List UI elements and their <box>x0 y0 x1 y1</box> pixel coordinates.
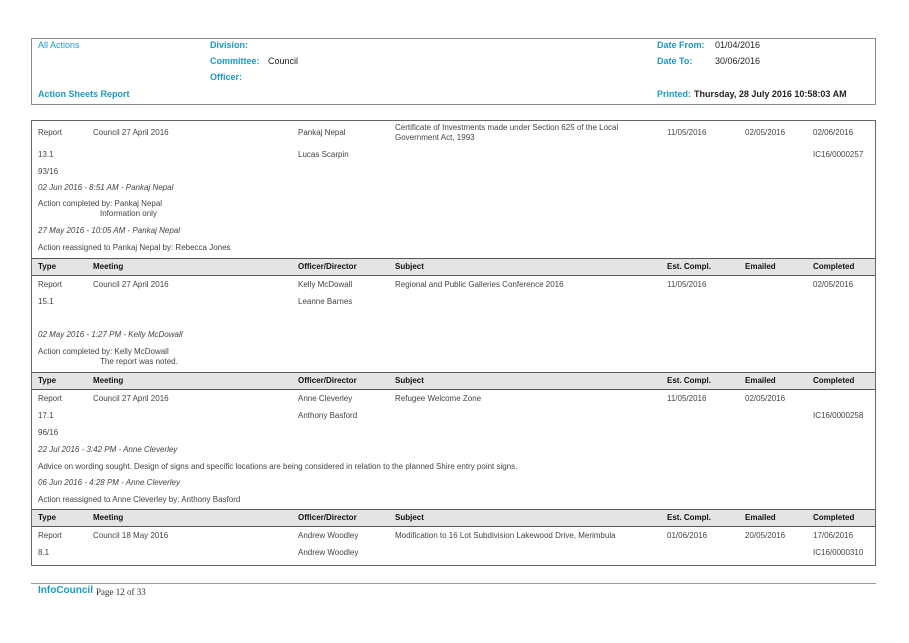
officer-cell: Pankaj Nepal <box>298 128 346 137</box>
date-from-value: 01/04/2016 <box>715 40 761 50</box>
col-type: Type <box>38 513 57 522</box>
printed-value: Thursday, 28 July 2016 10:58:03 AM <box>694 89 847 99</box>
col-type: Type <box>38 262 57 271</box>
completed-cell: 02/06/2016 <box>813 128 854 137</box>
item-number: 15.1 <box>38 297 54 306</box>
subject-cell: Certificate of Investments made under Section 625 of the Local Government Act, 1993 <box>395 123 619 142</box>
date-to-value: 30/06/2016 <box>715 56 761 66</box>
completed-cell: 17/06/2016 <box>813 531 854 540</box>
note-text: Action reassigned to Pankaj Nepal by: Rebecca Jones <box>38 243 231 252</box>
type-cell: Report <box>38 280 63 289</box>
date-to-label: Date To: <box>657 56 693 66</box>
note-text: Action reassigned to Anne Cleverley by: Anthony Basford <box>38 495 241 504</box>
item-number: 8.1 <box>38 548 50 557</box>
col-est-compl: Est. Compl. <box>667 376 712 385</box>
col-type: Type <box>38 376 57 385</box>
est-compl-cell: 11/05/2016 <box>667 128 707 137</box>
note-detail: The report was noted. <box>100 357 178 366</box>
note-detail: Information only <box>100 209 157 218</box>
officer-cell: Kelly McDowall <box>298 280 353 289</box>
col-meeting: Meeting <box>93 513 124 522</box>
officer-label: Officer: <box>210 72 243 82</box>
emailed-cell: 20/05/2016 <box>745 531 786 540</box>
note-timestamp: 02 May 2016 - 1:27 PM - Kelly McDowall <box>38 330 183 339</box>
resolution-ref: 96/16 <box>38 428 59 437</box>
footer-divider <box>31 583 876 584</box>
note-text: Action completed by: Kelly McDowall <box>38 347 169 356</box>
resolution-ref: 93/16 <box>38 167 59 176</box>
note-timestamp: 27 May 2016 - 10:05 AM - Pankaj Nepal <box>38 226 181 235</box>
item-number: 13.1 <box>38 150 54 159</box>
director-cell: Leanne Barnes <box>298 297 353 306</box>
col-est-compl: Est. Compl. <box>667 513 712 522</box>
action-sheets-table <box>31 120 876 566</box>
document-ref: IC16/0000310 <box>813 548 864 557</box>
page-number: Page 12 of 33 <box>96 587 146 597</box>
note-timestamp: 02 Jun 2016 - 8:51 AM - Pankaj Nepal <box>38 183 174 192</box>
col-emailed: Emailed <box>745 513 776 522</box>
est-compl-cell: 11/05/2016 <box>667 394 707 403</box>
meeting-cell: Council 18 May 2016 <box>93 531 169 540</box>
officer-cell: Andrew Woodley <box>298 531 359 540</box>
report-header <box>31 38 876 105</box>
emailed-cell: 02/05/2016 <box>745 128 786 137</box>
type-cell: Report <box>38 531 63 540</box>
meeting-cell: Council 27 April 2016 <box>93 280 169 289</box>
subject-cell: Regional and Public Galleries Conference 2016 <box>395 280 564 289</box>
note-timestamp: 22 Jul 2016 - 3:42 PM - Anne Cleverley <box>38 445 178 454</box>
type-cell: Report <box>38 394 63 403</box>
infocouncil-logo: InfoCouncil <box>38 585 93 596</box>
col-completed: Completed <box>813 376 855 385</box>
subject-cell: Refugee Welcome Zone <box>395 394 482 403</box>
est-compl-cell: 11/05/2016 <box>667 280 707 289</box>
division-label: Division: <box>210 40 249 50</box>
note-text: Action completed by: Pankaj Nepal <box>38 199 163 208</box>
col-est-compl: Est. Compl. <box>667 262 712 271</box>
director-cell: Andrew Woodley <box>298 548 359 557</box>
item-number: 17.1 <box>38 411 54 420</box>
report-title: Action Sheets Report <box>38 89 130 99</box>
col-meeting: Meeting <box>93 376 124 385</box>
printed-label: Printed: <box>657 89 692 99</box>
col-completed: Completed <box>813 262 855 271</box>
director-cell: Lucas Scarpin <box>298 150 349 159</box>
note-timestamp: 06 Jun 2016 - 4:28 PM - Anne Cleverley <box>38 478 181 487</box>
column-header-row <box>32 509 875 527</box>
col-officer: Officer/Director <box>298 513 357 522</box>
est-compl-cell: 01/06/2016 <box>667 531 708 540</box>
document-ref: IC16/0000258 <box>813 411 864 420</box>
all-actions-label: All Actions <box>38 40 80 50</box>
subject-cell: Modification to 16 Lot Subdivision Lakewood Drive, Merimbula <box>395 531 616 540</box>
column-header-row <box>32 258 875 276</box>
meeting-cell: Council 27 April 2016 <box>93 128 169 137</box>
completed-cell: 02/05/2016 <box>813 280 854 289</box>
col-subject: Subject <box>395 376 424 385</box>
committee-label: Committee: <box>210 56 260 66</box>
meeting-cell: Council 27 April 2016 <box>93 394 169 403</box>
col-officer: Officer/Director <box>298 376 357 385</box>
note-text: Advice on wording sought. Design of signs and specific locations are being considered in relation to the planned Shire entry point signs. <box>38 462 518 471</box>
date-from-label: Date From: <box>657 40 705 50</box>
committee-value: Council <box>268 56 299 66</box>
col-meeting: Meeting <box>93 262 124 271</box>
col-officer: Officer/Director <box>298 262 357 271</box>
type-cell: Report <box>38 128 63 137</box>
officer-cell: Anne Cleverley <box>298 394 353 403</box>
document-ref: IC16/0000257 <box>813 150 864 159</box>
col-subject: Subject <box>395 513 424 522</box>
emailed-cell: 02/05/2016 <box>745 394 786 403</box>
col-emailed: Emailed <box>745 376 776 385</box>
director-cell: Anthony Basford <box>298 411 358 420</box>
col-completed: Completed <box>813 513 855 522</box>
column-header-row <box>32 372 875 390</box>
col-emailed: Emailed <box>745 262 776 271</box>
col-subject: Subject <box>395 262 424 271</box>
